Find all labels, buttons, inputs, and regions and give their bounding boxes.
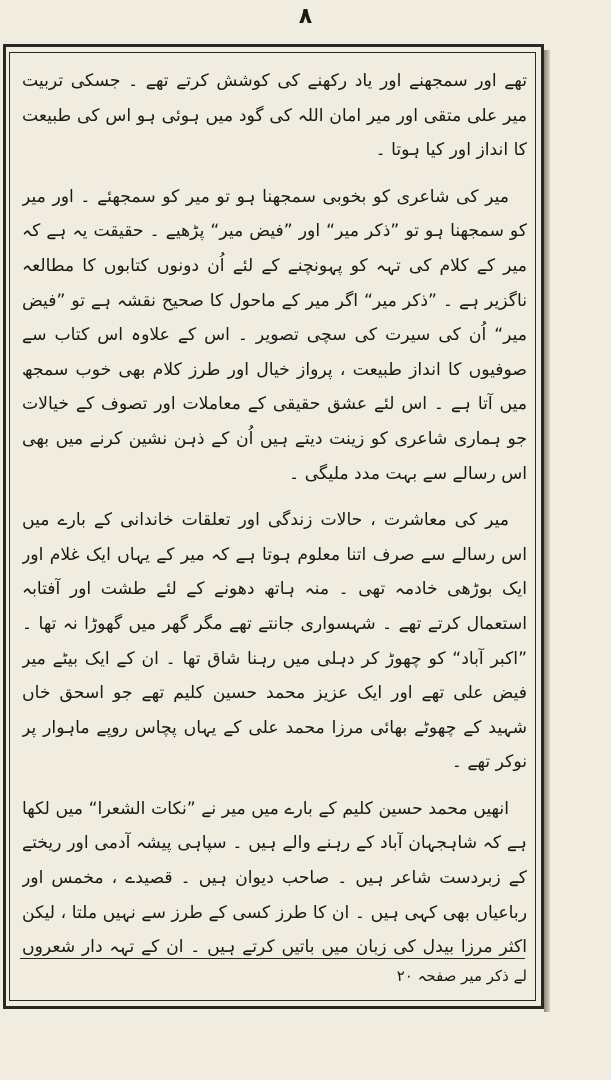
footnote: لے ذکر میر صفحہ ۲۰: [396, 967, 527, 985]
page-edge-shadow: [544, 50, 550, 1012]
page-body: [22, 64, 527, 964]
footnote-divider: [20, 958, 525, 959]
paragraph-2: میر کی شاعری کو بخوبی سمجھنا ہو تو میر کو سمجھئے ۔ اور میر کو سمجھنا ہو تو ”ذکر میر“ اور ”فیض میر“ پڑھیے ۔ حقیقت یہ ہے کہ میر کے کلام کی تہہ کو پہونچنے کے لئے اُن دونوں کتابوں کا مطالعہ ناگزیر ہے ۔ ”ذکر میر“ اگر میر کے ماحول کا صحیح نقشہ ہے تو ”فیض میر“ اُن کی سیرت کی سچی تصویر ۔ اس کے علاوہ اس کتاب سے صوفیوں کا انداز طبیعت ، پرواز خیال اور طرز کلام بھی خوب سمجھ میں آتا ہے ۔ اس لئے عشق حقیقی کے معاملات اور تصوف کے خیالات جو ہماری شاعری کو زینت دیتے ہیں اُن کے ذہن نشین کرنے میں بھی اس رسالے سے بہت مدد ملیگی ۔: [22, 186, 527, 484]
page-number: ۸: [298, 4, 313, 29]
paragraph-1: تھے اور سمجھنے اور یاد رکھنے کی کوشش کرتے تھے ۔ جسکی تربیت میر علی متقی اور میر امان اللہ کی گود میں ہوئی ہو اس کی طبیعت کا انداز اور کیا ہوتا ۔: [22, 71, 527, 161]
paragraph-3: میر کی معاشرت ، حالات زندگی اور تعلقات خاندانی کے بارے میں اس رسالے سے صرف اتنا معلوم ہوتا ہے کہ میر کے یہاں ایک غلام اور ایک بوڑھی خادمہ تھی ۔ منہ ہاتھ دھونے کے لئے طشت اور آفتابہ استعمال کرتے تھے ۔ شہسواری جانتے تھے مگر گھر میں گھوڑا نہ تھا ۔ ”اکبر آباد“ کو چھوڑ کر دہلی میں رہنا شاق تھا ۔ ان کے ایک بیٹے میر فیض علی تھے اور ایک عزیز محمد حسین کلیم تھے جو اسحق خاں شہید کے چھوٹے بھائی مرزا محمد علی کے یہاں پچاس روپے ماہوار پر نوکر تھے ۔: [22, 510, 527, 773]
paragraph-4: انھیں محمد حسین کلیم کے بارے میں میر نے ”نکات الشعرا“ میں لکھا ہے کہ شاہجہان آباد کے رہنے والے ہیں ۔ سپاہی پیشہ آدمی اور ریختے کے زبردست شاعر ہیں ۔ صاحب دیوان ہیں ۔ قصیدے ، مخمس اور رباعیاں بھی کہی ہیں ۔ ان کا طرز کسی کے طرز سے نہیں ملتا ، لیکن اکثر مرزا بیدل کی زبان میں باتیں کرتے ہیں ۔ ان کے تہہ دار شعروں: [22, 798, 527, 958]
